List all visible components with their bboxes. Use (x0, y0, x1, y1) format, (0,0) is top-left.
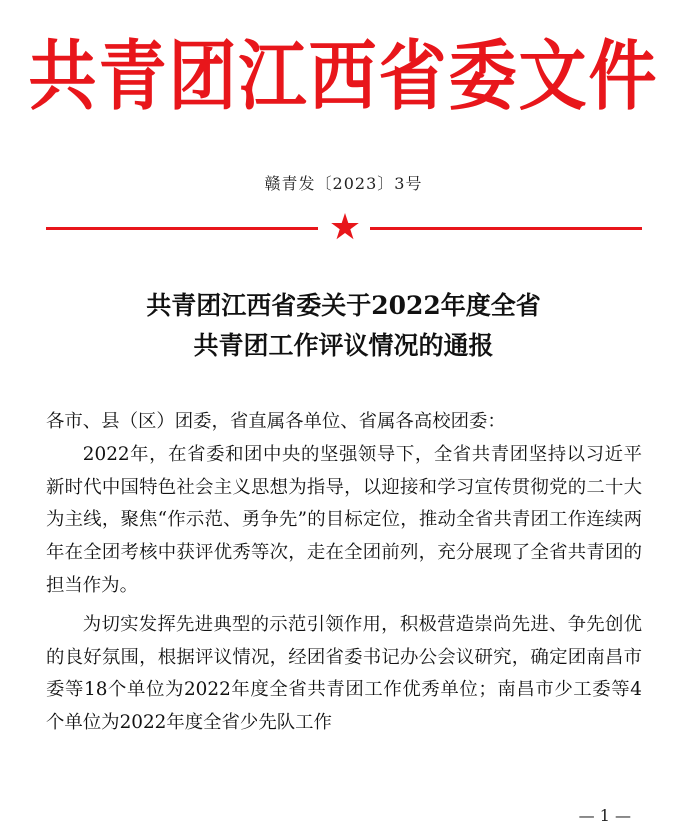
document-title (0, 286, 687, 366)
body-paragraph: 为切实发挥先进典型的示范引领作用，积极营造崇尚先进、争先创优的良好氛围，根据评议情况，经团省委书记办公会议研究，确定团南昌市委等18个单位为2022年度全省共青团工作优秀单位；南昌市少工委等4个单位为2022年度全省少先队工作 (46, 613, 642, 734)
page-number: — 1 — (578, 806, 631, 825)
document-number: 赣青发〔2023〕3号 (264, 174, 423, 193)
divider-line-left (46, 227, 318, 230)
title-line-1: 共青团江西省委关于2022年度全省 (146, 291, 541, 320)
document-body (46, 406, 642, 740)
title-line-2: 共青团工作评议情况的通报 (193, 331, 494, 360)
red-star-icon (330, 212, 360, 242)
masthead-title: 共青团江西省委文件 (28, 33, 659, 122)
divider-line-right (370, 227, 642, 230)
body-paragraph: 2022年，在省委和团中央的坚强领导下，全省共青团坚持以习近平新时代中国特色社会主义思想为指导，以迎接和学习宣传贯彻党的二十大为主线，聚焦“作示范、勇争先”的目标定位，推动全省共青团工作连续两年在全团考核中获评优秀等次，走在全团前列，充分展现了全省共青团的担当作为。 (46, 443, 642, 596)
red-divider (46, 218, 642, 240)
salutation: 各市、县（区）团委，省直属各单位、省属各高校团委： (46, 411, 506, 432)
